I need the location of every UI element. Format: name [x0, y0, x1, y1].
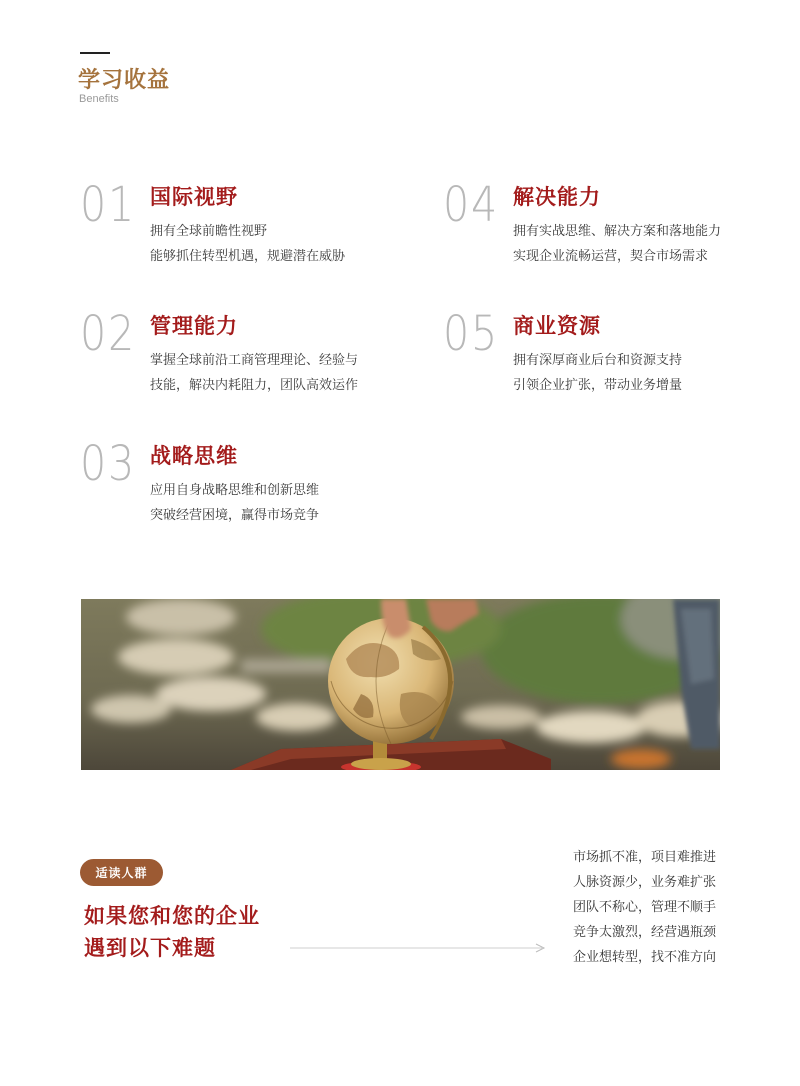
benefit-description-line: 引领企业扩张，带动业务增量 [513, 378, 683, 393]
problem-item: 竞争太激烈，经营遇瓶颈 [573, 925, 717, 940]
benefit-description-line: 技能，解决内耗阻力，团队高效运作 [150, 378, 359, 393]
arrow-right-icon [290, 940, 550, 956]
audience-badge: 适读人群 [80, 859, 163, 886]
benefit-title: 管理能力 [150, 314, 238, 338]
audience-title-line: 如果您和您的企业 [84, 904, 260, 928]
benefit-number: 04 [443, 177, 499, 233]
benefit-description-line: 突破经营困境，赢得市场竞争 [150, 508, 320, 523]
benefit-item-02 [80, 306, 400, 420]
section-subtitle: Benefits [79, 93, 119, 105]
benefit-number: 02 [80, 306, 136, 362]
audience-title-line: 遇到以下难题 [84, 936, 216, 960]
benefit-number: 01 [80, 177, 136, 233]
benefit-description-line: 拥有深厚商业后台和资源支持 [513, 353, 683, 368]
benefit-item-03 [80, 436, 400, 550]
benefit-description-line: 应用自身战略思维和创新思维 [150, 483, 320, 498]
problem-item: 市场抓不准，项目难推进 [573, 850, 717, 865]
benefit-title: 解决能力 [513, 185, 601, 209]
benefit-item-05 [443, 306, 763, 420]
benefit-description-line: 掌握全球前沿工商管理理论、经验与 [150, 353, 359, 368]
benefit-title: 商业资源 [513, 314, 601, 338]
benefit-title: 战略思维 [150, 444, 238, 468]
problem-item: 团队不称心，管理不顺手 [573, 900, 717, 915]
section-title: 学习收益 [78, 68, 171, 93]
benefit-description-line: 实现企业流畅运营，契合市场需求 [513, 249, 709, 264]
benefit-number: 05 [443, 306, 499, 362]
benefit-item-01 [80, 177, 400, 291]
title-accent-line [80, 52, 110, 54]
benefit-item-04 [443, 177, 763, 291]
problem-list [573, 845, 716, 970]
problem-item: 企业想转型，找不准方向 [573, 950, 717, 965]
benefit-description-line: 拥有实战思维、解决方案和落地能力 [513, 224, 722, 239]
benefit-description-line: 拥有全球前瞻性视野 [150, 224, 268, 239]
problem-item: 人脉资源少，业务难扩张 [573, 875, 717, 890]
benefit-title: 国际视野 [150, 185, 238, 209]
benefit-number: 03 [80, 436, 136, 492]
benefit-description-line: 能够抓住转型机遇，规避潜在威胁 [150, 249, 346, 264]
globe-photo [81, 599, 720, 770]
